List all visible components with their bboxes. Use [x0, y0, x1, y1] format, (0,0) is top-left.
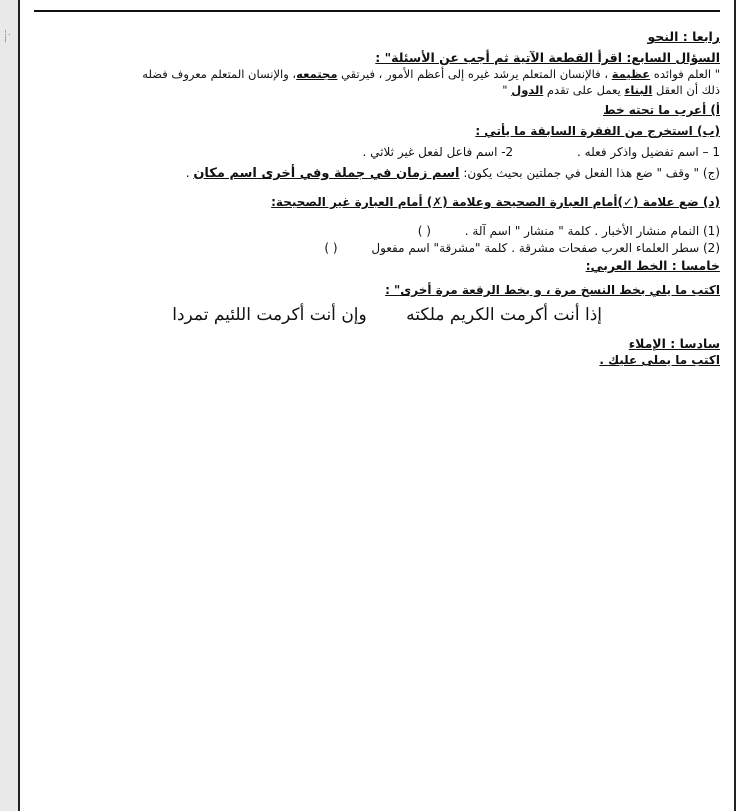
passage-text: ، فالإنسان المتعلم يرشد غيره إلى أعظم الأمور ، فيرتقي [337, 67, 612, 81]
viewer-left-strip [0, 0, 18, 811]
question-d-item-2-text: (2) سطر العلماء العرب صفحات مشرقة . كلمة "مشرقة" اسم مفعول [371, 241, 720, 255]
section5-heading: خامسا : الخط العربي: [585, 258, 720, 273]
section4-heading: رابعا : النحو [647, 29, 720, 44]
passage-text: يعمل على تقدم [543, 83, 625, 97]
passage-text: " العلم فوائده [650, 67, 720, 81]
question-b: (ب) استخرج من الفقرة السابقة ما يأتي : [475, 124, 720, 138]
top-rule [34, 10, 720, 12]
section6-instruction: اكتب ما يملى عليك . [599, 353, 720, 367]
question-b-item-2: 2- اسم فاعل لفعل غير ثلاثي . [362, 145, 514, 159]
poem-verse [30, 303, 720, 327]
question7-heading: السؤال السابع: اقرأ القطعة الآتية ثم أجب عن الأسئلة" : [375, 50, 720, 65]
passage-underlined-word: البناء [624, 83, 653, 97]
question-d-item-1-text: (1) النمام منشار الأخبار . كلمة " منشار " اسم آلة . [464, 224, 720, 238]
question-d-item-2 [30, 240, 720, 257]
question-d-item-1 [30, 223, 720, 240]
passage-underlined-word: الدول [511, 83, 544, 97]
document-page [18, 0, 736, 811]
question-c [30, 165, 720, 182]
passage-text: ذلك أن العقل [652, 83, 720, 97]
question-c-bold: اسم زمان في جملة وفي أخرى اسم مكان [193, 166, 460, 181]
question-c-end: . [185, 166, 194, 180]
passage-text: ، والإنسان المتعلم معروف فضله [142, 67, 297, 81]
verse-second-hemistich: وإن أنت أكرمت اللئيم تمردا [172, 305, 367, 325]
passage-underlined-word: عظيمة [611, 67, 651, 81]
section5-instruction: اكتب ما يلي بخط النسخ مرة ، و بخط الرقعة مرة أخرى" : [385, 283, 720, 297]
answer-bracket: ( ) [324, 241, 338, 255]
question-a: أ) أعرب ما تحته خط [603, 103, 720, 117]
question-d: (د) ضع علامة (✓)أمام العبارة الصحيحة وعلامة (✗) أمام العبارة غير الصحيحة: [271, 195, 720, 209]
section6-heading: سادسا : الإملاء [628, 336, 720, 351]
question-b-item-1: 1 – اسم تفضيل واذكر فعله . [577, 145, 720, 159]
passage-underlined-word: مجتمعه [296, 67, 338, 81]
strip-mark: ــ:ـ [2, 30, 13, 43]
question-c-text: (ج) " وقف " ضع هذا الفعل في جملتين بحيث يكون: [459, 166, 720, 180]
verse-first-hemistich: إذا أنت أكرمت الكريم ملكته [406, 305, 602, 325]
passage [30, 66, 720, 98]
question-b-items [30, 144, 720, 161]
document-content [30, 28, 720, 369]
answer-bracket: ( ) [417, 224, 431, 238]
passage-text: " [502, 83, 512, 97]
